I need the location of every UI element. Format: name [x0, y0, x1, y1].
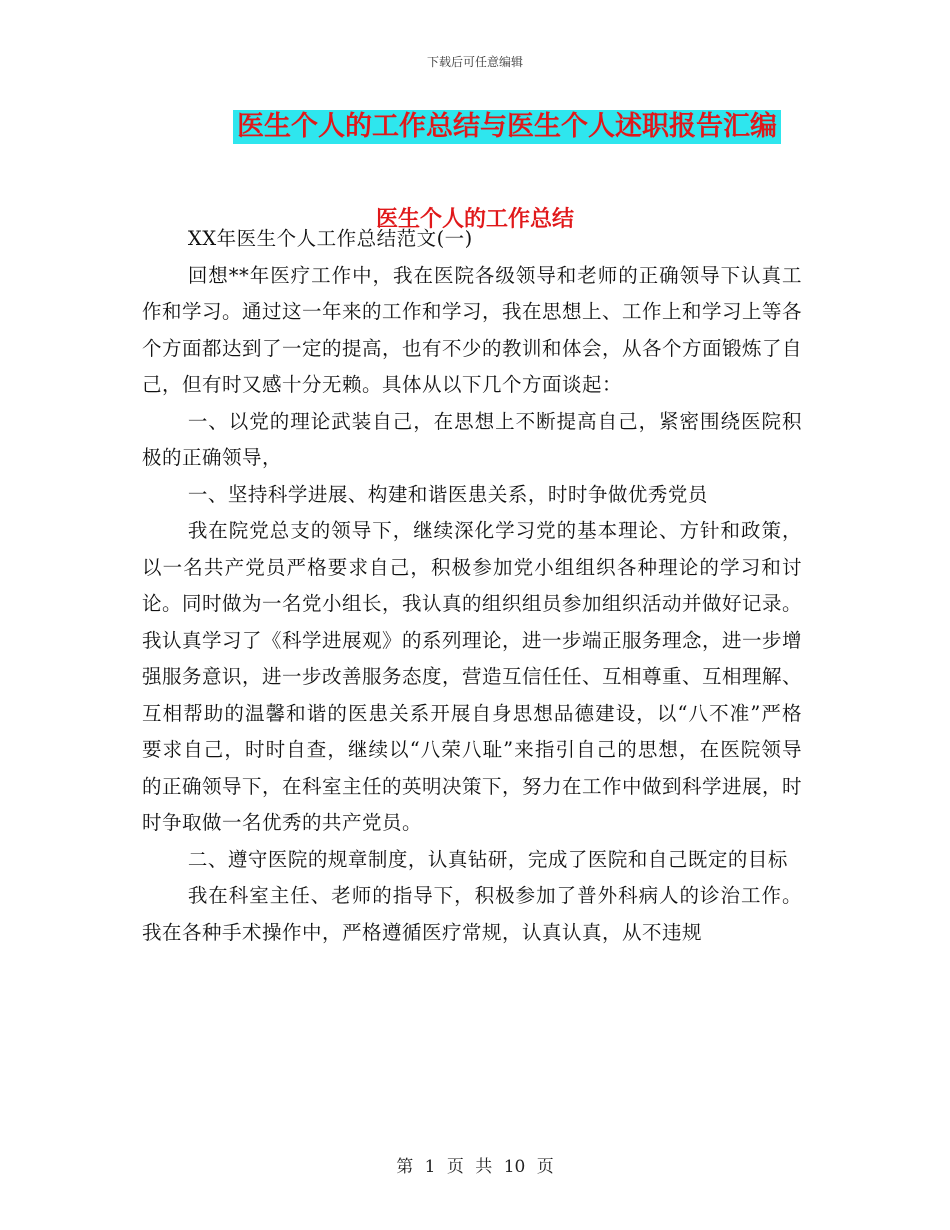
page-footer: 第 1 页 共 10 页	[396, 1157, 554, 1177]
paragraph-5: 我在院党总支的领导下，继续深化学习党的基本理论、方针和政策，以一名共产党员严格要求自己，积极参加党小组组织各种理论的学习和讨论。同时做为一名党小组长，我认真的组织组员参加组织活动并做好记录。我认真学习了《科学进展观》的系列理论，进一步端正服务理念，进一步增强服务意识，进一步改善服务态度，营造互信任任、互相尊重、互相理解、互相帮助的温馨和谐的医患关系开展自身思想品德建设，以“八不准”严格要求自己，时时自查，继续以“八荣八耻”来指引自己的思想，在医院领导的正确领导下，在科室主任的英明决策下，努力在工作中做到科学进展，时时争取做一名优秀的共产党员。	[142, 519, 803, 834]
paragraph-4: 一、坚持科学进展、构建和谐医患关系，时时争做优秀党员	[187, 482, 708, 506]
paragraph-2: 回想**年医疗工作中，我在医院各级领导和老师的正确领导下认真工作和学习。通过这一年来的工作和学习，我在思想上、工作上和学习上等各个方面都达到了一定的提高，也有不少的教训和体会，从各个方面锻炼了自己，但有时又感十分无赖。具体从以下几个方面谈起：	[142, 263, 803, 396]
paragraph-3: 一、以党的理论武装自己，在思想上不断提高自己，紧密围绕医院积极的正确领导，	[142, 409, 802, 469]
section-title: 医生个人的工作总结	[375, 207, 574, 232]
main-title: 医生个人的工作总结与医生个人述职报告汇编	[233, 110, 781, 144]
paragraph-1: XX年医生个人工作总结范文(一)	[187, 227, 473, 250]
paragraph-6: 二、遵守医院的规章制度，认真钻研，完成了医院和自己既定的目标	[187, 847, 788, 871]
body-text	[142, 221, 802, 951]
header-note: 下载后可任意编辑	[426, 55, 523, 69]
paragraph-7: 我在科室主任、老师的指导下，积极参加了普外科病人的诊治工作。我在各种手术操作中，严格遵循医疗常规，认真认真，从不违规	[142, 884, 802, 944]
